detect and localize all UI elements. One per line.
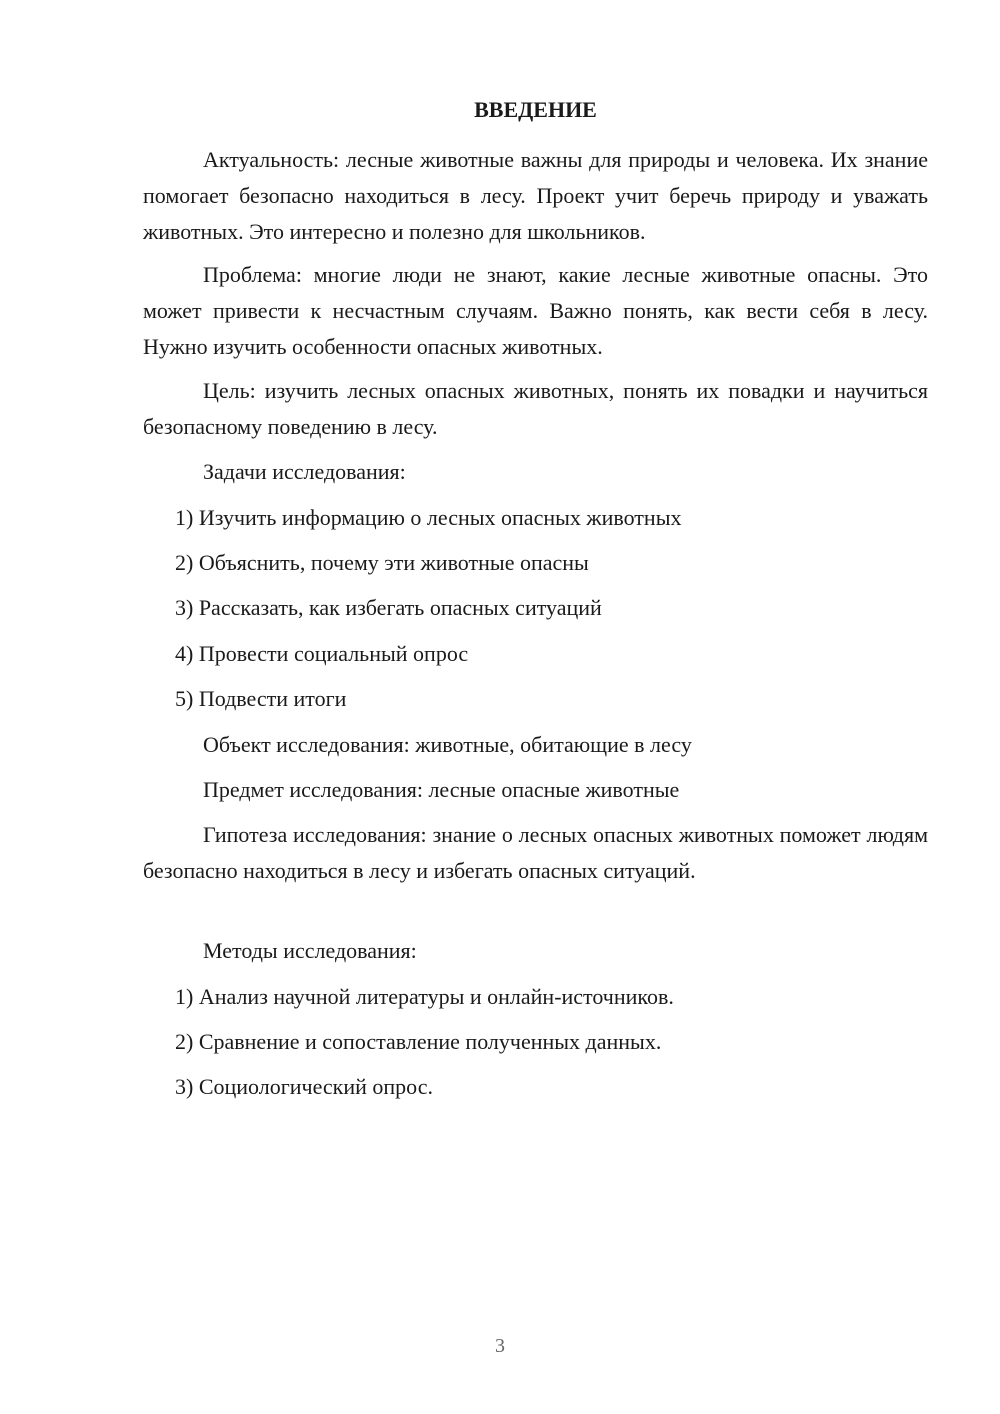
relevance-paragraph: Актуальность: лесные животные важны для природы и человека. Их знание помогает безопасно находиться в лесу. Проект учит беречь природу и уважать животных. Это интересно и полезно для школьников. xyxy=(143,147,928,244)
research-object: Объект исследования: животные, обитающие в лесу xyxy=(203,732,692,757)
task-item: 1) Изучить информацию о лесных опасных животных xyxy=(175,505,682,530)
task-item: 2) Объяснить, почему эти животные опасны xyxy=(175,550,589,575)
method-item: 3) Социологический опрос. xyxy=(175,1074,433,1099)
section-title: ВВЕДЕНИЕ xyxy=(474,97,597,122)
method-item: 2) Сравнение и сопоставление полученных данных. xyxy=(175,1029,662,1054)
research-subject: Предмет исследования: лесные опасные животные xyxy=(203,777,680,802)
tasks-heading: Задачи исследования: xyxy=(203,459,406,484)
method-item: 1) Анализ научной литературы и онлайн-источников. xyxy=(175,984,674,1009)
task-item: 4) Провести социальный опрос xyxy=(175,641,469,666)
problem-paragraph: Проблема: многие люди не знают, какие лесные животные опасны. Это может привести к несчастным случаям. Важно понять, как вести себя в лесу. Нужно изучить особенности опасных животных. xyxy=(143,262,928,359)
task-item: 3) Рассказать, как избегать опасных ситуаций xyxy=(175,595,602,620)
hypothesis-paragraph: Гипотеза исследования: знание о лесных опасных животных поможет людям безопасно находиться в лесу и избегать опасных ситуаций. xyxy=(143,822,928,883)
task-item: 5) Подвести итоги xyxy=(175,686,347,711)
page-number: 3 xyxy=(495,1335,505,1357)
methods-heading: Методы исследования: xyxy=(203,938,417,963)
goal-paragraph: Цель: изучить лесных опасных животных, понять их повадки и научиться безопасному поведению в лесу. xyxy=(143,378,928,439)
